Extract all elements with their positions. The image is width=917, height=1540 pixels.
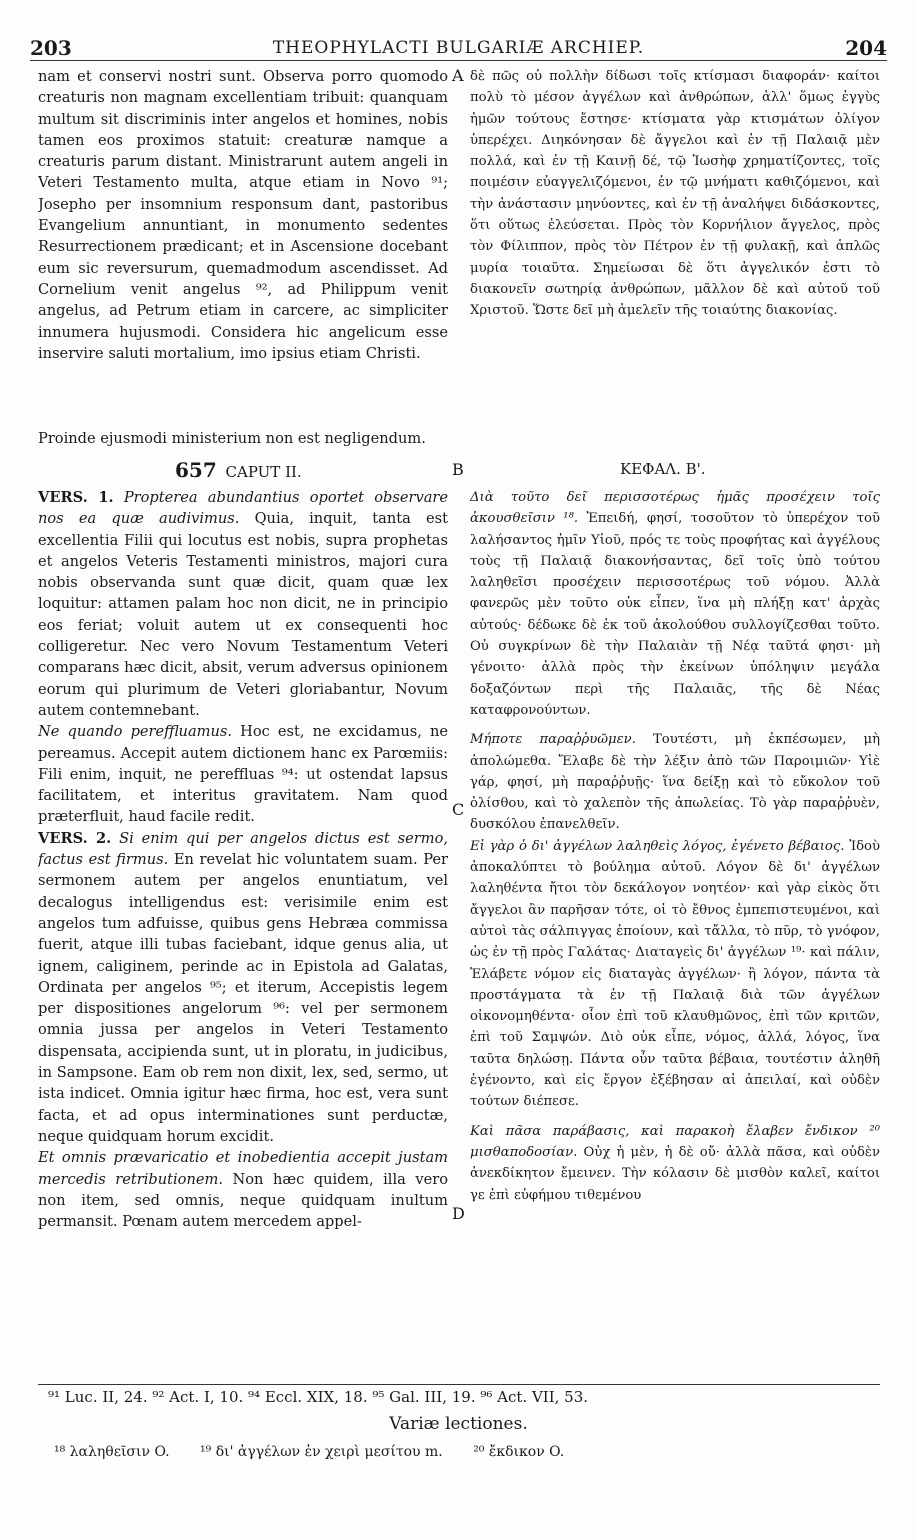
footnote-rule: [38, 1384, 880, 1385]
greek-top-text: δὲ πῶς οὐ πολλὴν δίδωσι τοῖς κτίσμασι διαφοράν· καίτοι πολὺ τὸ μέσον ἀγγέλων καὶ ἀνθρώπων, ἀλλ' ὅμως ἐγγὺς ἡμῶν τούτους ἔστησε· κτίσματα γὰρ κτισμάτων ὀλίγον ὑπερέχει. Διηκόνησαν δὲ ἄγγελοι καὶ ἐν τῇ Παλαιᾷ μὲν πολλά, καὶ ἐν τῇ Καινῇ δέ, τῷ Ἰωσὴφ χρηματίζοντες, τοῖς ποιμέσιν εὐαγγελιζόμενοι, ἐν τῷ μνήματι καθιζόμενοι, καὶ τὴν ἀνάστασιν μηνύοντες, καὶ ἐν τῇ ἀναλήψει διδάσκοντες, ὅτι οὕτως ἐλεύσεται. Πρὸς τὸν Κορνήλιον ἄγγελος, πρὸς τὸν Φίλιππον, πρὸς τὸν Πέτρον ἐν τῇ φυλακῇ, καὶ ἁπλῶς μυρία τοιαῦτα. Σημείωσαι δὲ ὅτι ἀγγελικόν ἐστι τὸ διακονεῖν σωτηρίᾳ ἀνθρώπων, μᾶλλον δὲ καὶ αὐτοῦ τοῦ Χριστοῦ. Ὥστε δεῖ μὴ ἀμελεῖν τῆς τοιαύτης διακονίας.: [470, 69, 880, 319]
spanning-line: Proinde ejusmodi ministerium non est negligendum.: [38, 430, 426, 447]
margin-letter-d: D: [452, 1204, 465, 1223]
greek-top-column: [470, 66, 880, 401]
latin-chapter-heading: [175, 458, 302, 482]
page-number-left: 203: [30, 36, 72, 60]
latin-paragraph: VERS. 1. Propterea abundantius oportet observare nos ea quæ audivimus. Quia, inquit, tanta est excellentia Filii qui locutus est nobis, supra prophetas et angelos Veteris Testamenti ministros, majori cura nobis observanda sunt quæ dicit, quam quæ lex loquitur: attamen palam hoc non dicit, ne in principio eos feriat; voluit autem ut ex consequenti hoc colligeretur. Nec vero Novum Testamentum Veteri comparans hæc dicit, absit, verum adversus opinionem eorum qui plurimum de Veteri gloriabantur, Novum autem contemnebant.: [38, 489, 448, 719]
latin-paragraph: Et omnis prævaricatio et inobedientia accepit justam mercedis retributionem. Non hæc quidem, illa vero non item, sed omnis, neque quidquam inultum permansit. Pœnam autem mercedem appel-: [38, 1149, 448, 1231]
margin-letter-b: B: [452, 460, 464, 479]
column-number: 657: [175, 458, 217, 482]
latin-paragraph: VERS. 2. Si enim qui per angelos dictus est sermo, factus est firmus. En revelat hic voluntatem suam. Per sermonem autem per angelos enuntiatum, vel decalogus intelligendus est: verisimile enim est angelos tum adfuisse, quibus gens Hebræa commissa fuerit, atque illi tubas faciebant, idque genus alia, ut ignem, caliginem, perinde ac in Epistola ad Galatas, Ordinata per angelos ⁹⁵; et iterum, Accepistis legem per dispositiones angelorum ⁹⁶: vel per sermonem omnia jussa per angelos in Veteri Testamento dispensata, accipienda sunt, ut in ploratu, in judicibus, in Sampsone. Eam ob rem non dixit, lex, sed, sermo, ut ista indicet. Omnia igitur hæc firma, hoc est, vera sunt facta, et ad opus interminationes sunt perductæ, neque quidquam horum excidit.: [38, 829, 448, 1145]
greek-chapter-heading: ΚΕΦΑΛ. Β'.: [620, 460, 706, 478]
greek-paragraph: Καὶ πᾶσα παράβασις, καὶ παρακοὴ ἔλαβεν ἔνδικον ²⁰ μισθαποδοσίαν. Οὐχ ἡ μὲν, ἡ δὲ οὔ· ἀλλὰ πᾶσα, καὶ οὐδὲν ἀνεκδίκητον ἔμεινεν. Τὴν κόλασιν δὲ μισθὸν καλεῖ, καίτοι γε ἐπὶ εὐφήμου τιθεμένου: [470, 1123, 880, 1203]
greek-paragraph: Εἰ γὰρ ὁ δι' ἀγγέλων λαληθεὶς λόγος, ἐγένετο βέβαιος. Ἰδοὺ ἀποκαλύπτει τὸ βούλημα αὐτοῦ. Λόγον δὲ δι' ἀγγέλων λαληθέντα ἤτοι τὸν δεκάλογον νοητέον· καὶ γὰρ εἰκὸς ὅτι ἄγγελοι ἂν παρῆσαν τότε, οἱ τὸ ἔθνος ἐμπεπιστευμένοι, καὶ αὐτοὶ τὰς σάλπιγγας ἐποίουν, καὶ τἄλλα, τὸ πῦρ, τὸ γνόφον, ὡς ἐν τῇ πρὸς Γαλάτας· Διαταγεὶς δι' ἀγγέλων ¹⁹· καὶ πάλιν, Ἐλάβετε νόμον εἰς διαταγὰς ἀγγέλων· ἢ λόγον, πάντα τὰ προστάγματα τὰ ἐν τῇ Παλαιᾷ διὰ τῶν ἀγγέλων οἰκονομηθέντα· οἷον ἐπὶ τοῦ κλαυθμῶνος, ἐπὶ τῶν κριτῶν, ἐπὶ τοῦ Σαμψών. Διὸ οὐκ εἶπε, νόμος, ἀλλά, λόγος, ἵνα ταῦτα δηλώσῃ. Πάντα οὖν ταῦτα βέβαια, τουτέστιν ἀληθῆ ἐγένοντο, καὶ εἰς ἔργον ἐξέβησαν αἱ ἀπειλαί, καὶ οὐδὲν τούτων διέπεσε.: [470, 838, 880, 1110]
variae-lectiones-title: Variæ lectiones.: [389, 1414, 528, 1434]
page-header: [30, 36, 887, 61]
latin-body-column: [38, 487, 448, 1381]
greek-paragraph: Διὰ τοῦτο δεῖ περισσοτέρως ἡμᾶς προσέχειν τοῖς ἀκουσθεῖσιν ¹⁸. Ἐπειδή, φησί, τοσοῦτον τὸ ὑπερέχον τοῦ λαλήσαντος ἡμῖν Υἱοῦ, πρός τε τοὺς προφήτας καὶ ἀγγέλους τοὺς τῇ Παλαιᾷ διακονήσαντας, δεῖ τοῖς ὑπὸ τούτου λαληθεῖσι προσέχειν περισσοτέρως τοῦ νόμου. Ἀλλὰ φανερῶς μὲν τοῦτο οὐκ εἶπεν, ἵνα μὴ πλήξῃ κατ' ἀρχὰς αὐτούς· δέδωκε δὲ ἐκ τοῦ ἀκολούθου συλλογίζεσθαι τοῦτο. Οὐ συγκρίνων δὲ τὴν Παλαιὰν τῇ Νέᾳ ταῦτά φησι· μὴ γένοιτο· ἀλλὰ πρὸς τὴν ἐκείνων ὑπόληψιν μεγάλα δοξαζόντων περὶ τῆς Παλαιᾶς, τῆς δὲ Νέας καταφρονούντων.: [470, 490, 880, 718]
latin-top-text: nam et conservi nostri sunt. Observa porro quomodo creaturis non magnam excellentiam tribuit: quanquam multum sit discriminis inter angelos et homines, nobis tamen eos proximos statuit: creaturæ namque a creaturis parum distant. Ministrarunt autem angeli in Veteri Testamento multa, atque etiam in Novo ⁹¹; Josepho per insomnium responsum dant, pastoribus Evangelium annuntiant, in monumento sedentes Resurrectionem prædicant; et in Ascensione docebant eum sic reversurum, quemadmodum ascendisset. Ad Cornelium venit angelus ⁹², ad Philippum venit angelus, ad Petrum etiam in carcere, ac simpliciter innumera hujusmodi. Considera hic angelicum esse inservire saluti mortalium, imo ipsius etiam Christi.: [38, 68, 448, 362]
margin-letter-c: C: [452, 800, 465, 819]
latin-top-column: [38, 66, 448, 423]
latin-chapter-label: CAPUT II.: [225, 463, 302, 481]
running-title: THEOPHYLACTI BULGARIÆ ARCHIEP.: [272, 38, 645, 58]
greek-body-column: [470, 487, 880, 1381]
margin-letter-a: A: [452, 66, 464, 85]
page-number-right: 204: [845, 36, 887, 60]
variant-reading: ¹⁹ δι' ἀγγέλων ἐν χειρὶ μεσίτου m.: [200, 1444, 443, 1460]
footnotes: ⁹¹ Luc. II, 24. ⁹² Act. I, 10. ⁹⁴ Eccl. XIX, 18. ⁹⁵ Gal. III, 19. ⁹⁶ Act. VII, 53.: [48, 1388, 589, 1406]
greek-paragraph: Μήποτε παραῤῥυῶμεν. Τουτέστι, μὴ ἐκπέσωμεν, μὴ ἀπολώμεθα. Ἔλαβε δὲ τὴν λέξιν ἀπὸ τῶν Παροιμιῶν· Υἱὲ γάρ, φησί, μὴ παραῤῥυῇς· ἵνα δείξῃ καὶ τὸ εὔκολον τοῦ ὀλίσθου, καὶ τὸ χαλεπὸν τῆς ἀπωλείας. Τὸ γὰρ παραῤῥυὲν, δυσκόλου ἐπανελθεῖν.: [470, 732, 880, 833]
variae-lectiones: [54, 1444, 590, 1460]
variant-reading: ¹⁸ λαληθεῖσιν O.: [54, 1444, 170, 1460]
variant-reading: ²⁰ ἔκδικον O.: [473, 1444, 565, 1460]
latin-paragraph: Ne quando pereffluamus. Hoc est, ne excidamus, ne pereamus. Accepit autem dictionem hanc ex Parœmiis: Fili enim, inquit, ne pereffluas ⁹⁴: ut ostendat lapsus facilitatem, et interitus gravitatem. Nam quod præterfluit, haud facile redit.: [38, 723, 448, 826]
